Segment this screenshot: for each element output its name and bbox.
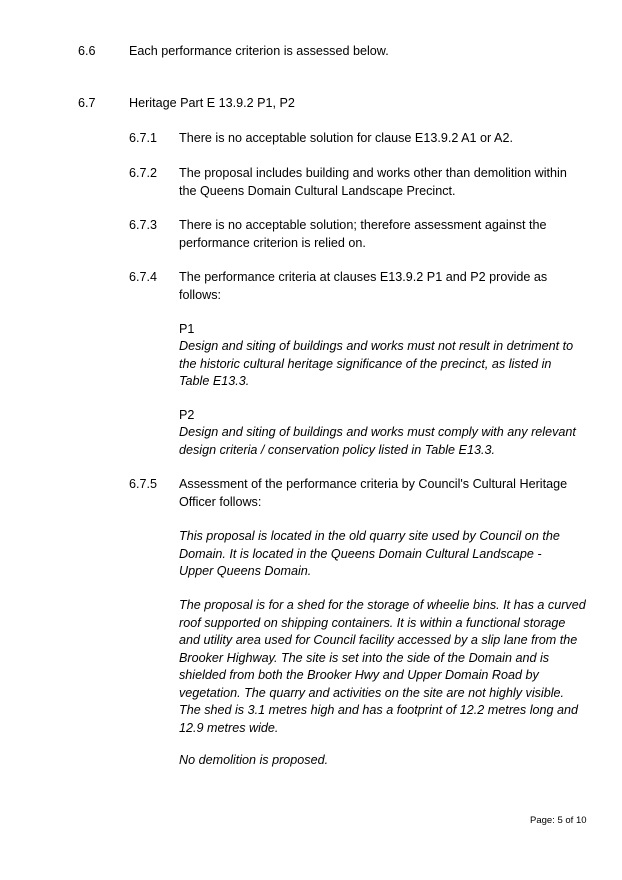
section-number-6-7-2: 6.7.2: [129, 166, 158, 180]
section-number-6-7: 6.7: [78, 96, 96, 110]
section-text-6-6: Each performance criterion is assessed below.: [129, 44, 389, 58]
section-text-6-7-5: Assessment of the performance criteria by Council's Cultural Heritage Officer follows:: [179, 477, 568, 509]
section-number-6-6: 6.6: [78, 44, 96, 58]
page-number: Page: 5 of 10: [530, 815, 587, 826]
section-heading-6-7: Heritage Part E 13.9.2 P1, P2: [129, 96, 295, 110]
heritage-quote-location: This proposal is located in the old quarry site used by Council on the Domain. It is located in the Queens Domain Cultural Landscape - Upper Queens Domain.: [179, 529, 560, 578]
heritage-quote-demolition: No demolition is proposed.: [179, 753, 329, 767]
section-text-6-7-1: There is no acceptable solution for clause E13.9.2 A1 or A2.: [179, 131, 513, 145]
section-text-6-7-4: The performance criteria at clauses E13.9.2 P1 and P2 provide as follows:: [179, 270, 548, 302]
section-text-6-7-3: There is no acceptable solution; therefore assessment against the performance criterion is relied on.: [179, 218, 547, 250]
criterion-p2-text: Design and siting of buildings and works must comply with any relevant design criteria / conservation policy listed in Table E13.3.: [179, 425, 576, 457]
criterion-p2-label: P2: [179, 408, 195, 422]
section-number-6-7-5: 6.7.5: [129, 477, 158, 491]
criterion-p1-text: Design and siting of buildings and works must not result in detriment to the historic cultural heritage significance of the precinct, as listed in Table E13.3.: [179, 339, 574, 388]
section-text-6-7-2: The proposal includes building and works other than demolition within the Queens Domain Cultural Landscape Precinct.: [179, 166, 567, 198]
criterion-p1-label: P1: [179, 322, 195, 336]
heritage-quote-proposal: The proposal is for a shed for the storage of wheelie bins. It has a curved roof supported on shipping containers. It is within a functional storage and utility area used for Council facility accessed by a slip lane from the Brooker Highway. The site is set into the side of the Domain and is shielded from both the Brooker Hwy and Upper Domain Road by vegetation. The quarry and activities on the site are not highly visible. The shed is 3.1 metres high and has a footprint of 12.2 metres long and 12.9 metres wide.: [179, 598, 586, 735]
section-number-6-7-3: 6.7.3: [129, 218, 158, 232]
section-number-6-7-4: 6.7.4: [129, 270, 158, 284]
section-number-6-7-1: 6.7.1: [129, 131, 158, 145]
